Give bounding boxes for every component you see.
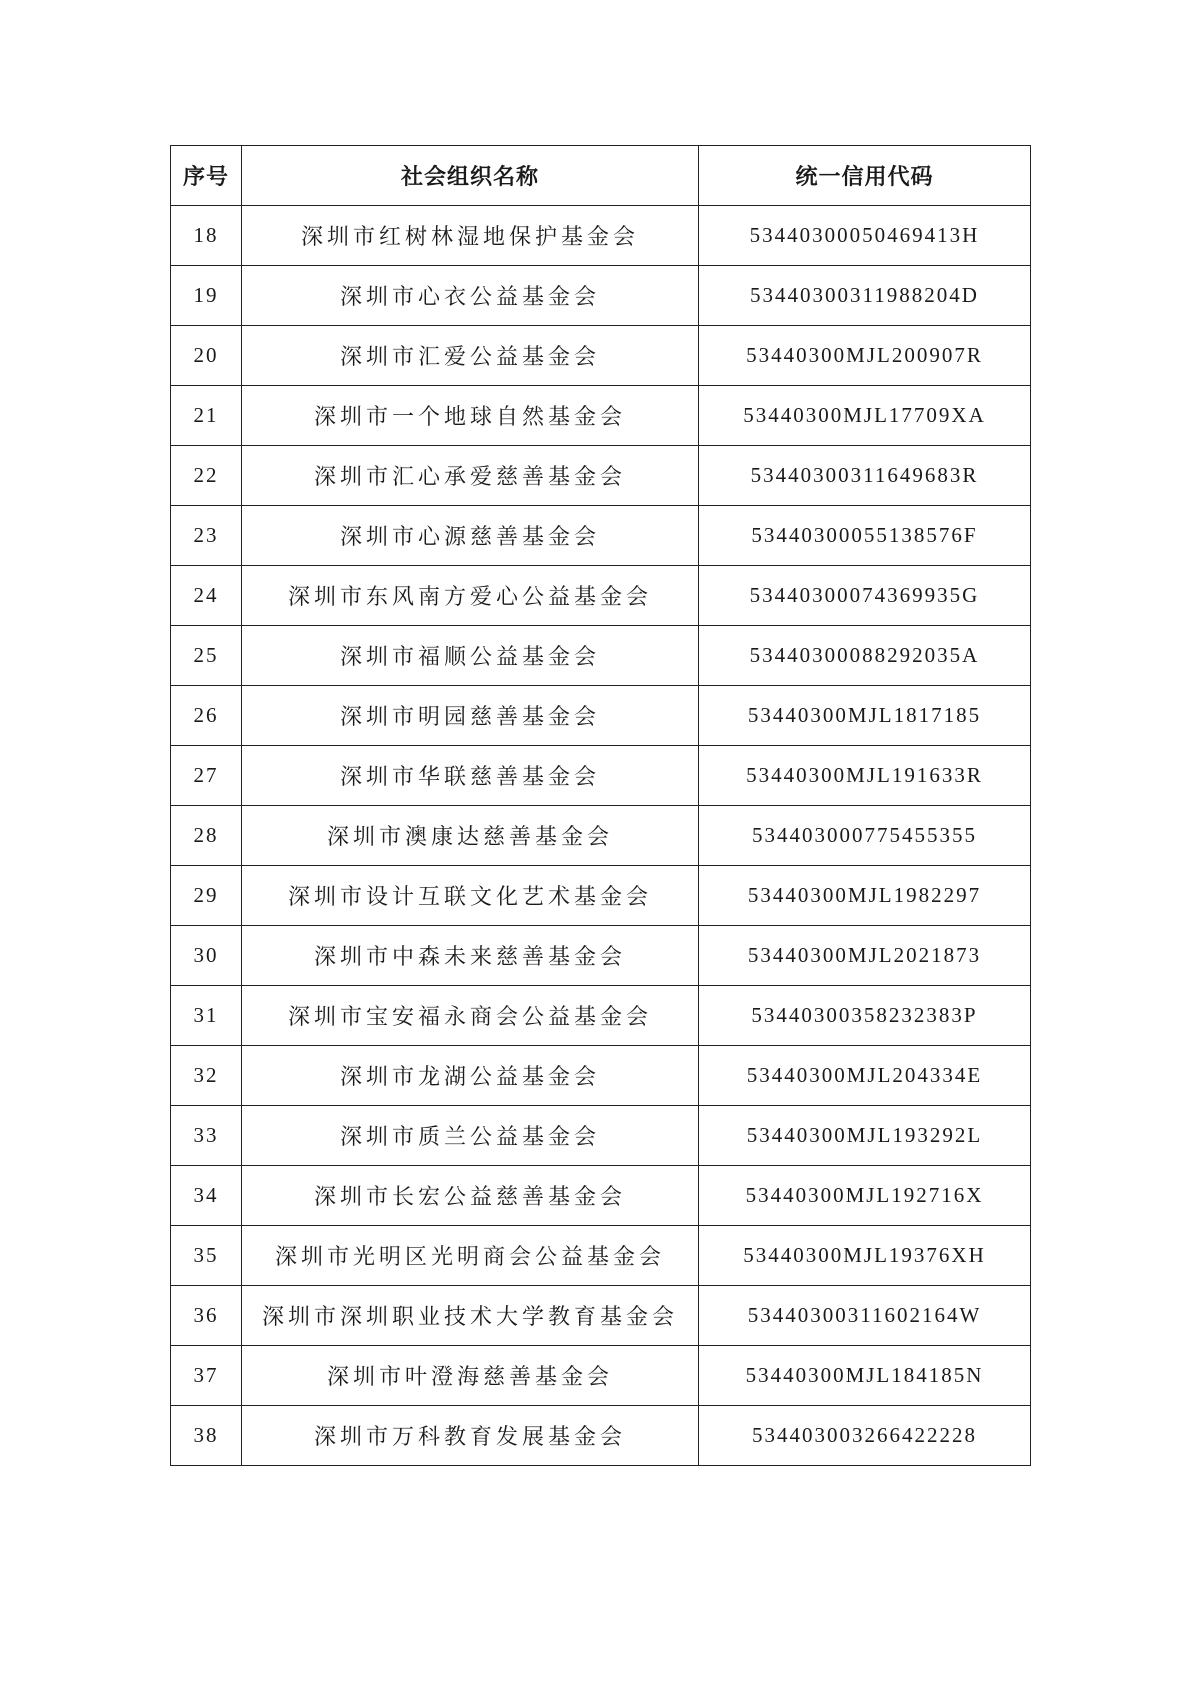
- organization-name-cell: 深圳市汇爱公益基金会: [242, 326, 699, 386]
- serial-number-cell: 23: [171, 506, 242, 566]
- serial-number-cell: 21: [171, 386, 242, 446]
- serial-number-cell: 24: [171, 566, 242, 626]
- credit-code-cell: 53440300088292035A: [699, 626, 1031, 686]
- organization-name-cell: 深圳市长宏公益慈善基金会: [242, 1166, 699, 1226]
- header-credit-code: 统一信用代码: [699, 146, 1031, 206]
- organization-table: [170, 145, 1031, 1466]
- credit-code-cell: 53440300311988204D: [699, 266, 1031, 326]
- organization-name-cell: 深圳市华联慈善基金会: [242, 746, 699, 806]
- credit-code-cell: 53440300MJL17709XA: [699, 386, 1031, 446]
- credit-code-cell: 53440300MJL2021873: [699, 926, 1031, 986]
- organization-name-cell: 深圳市东风南方爱心公益基金会: [242, 566, 699, 626]
- serial-number-cell: 35: [171, 1226, 242, 1286]
- table-row: [171, 446, 1031, 506]
- table-row: [171, 566, 1031, 626]
- organization-name-cell: 深圳市叶澄海慈善基金会: [242, 1346, 699, 1406]
- organization-name-cell: 深圳市质兰公益基金会: [242, 1106, 699, 1166]
- credit-code-cell: 53440300MJL192716X: [699, 1166, 1031, 1226]
- organization-name-cell: 深圳市宝安福永商会公益基金会: [242, 986, 699, 1046]
- table-body: [171, 206, 1031, 1466]
- credit-code-cell: 53440300MJL204334E: [699, 1046, 1031, 1106]
- organization-name-cell: 深圳市一个地球自然基金会: [242, 386, 699, 446]
- table-row: [171, 806, 1031, 866]
- table-row: [171, 386, 1031, 446]
- serial-number-cell: 36: [171, 1286, 242, 1346]
- serial-number-cell: 34: [171, 1166, 242, 1226]
- table-row: [171, 1346, 1031, 1406]
- header-row: [171, 146, 1031, 206]
- organization-name-cell: 深圳市光明区光明商会公益基金会: [242, 1226, 699, 1286]
- serial-number-cell: 30: [171, 926, 242, 986]
- table-row: [171, 746, 1031, 806]
- serial-number-cell: 25: [171, 626, 242, 686]
- table-row: [171, 986, 1031, 1046]
- serial-number-cell: 26: [171, 686, 242, 746]
- serial-number-cell: 31: [171, 986, 242, 1046]
- serial-number-cell: 20: [171, 326, 242, 386]
- credit-code-cell: 53440300MJL191633R: [699, 746, 1031, 806]
- credit-code-cell: 53440300311649683R: [699, 446, 1031, 506]
- credit-code-cell: 53440300MJL1817185: [699, 686, 1031, 746]
- credit-code-cell: 53440300358232383P: [699, 986, 1031, 1046]
- serial-number-cell: 38: [171, 1406, 242, 1466]
- serial-number-cell: 27: [171, 746, 242, 806]
- credit-code-cell: 53440300MJL1982297: [699, 866, 1031, 926]
- table-row: [171, 506, 1031, 566]
- credit-code-cell: 53440300050469413H: [699, 206, 1031, 266]
- organization-name-cell: 深圳市中森未来慈善基金会: [242, 926, 699, 986]
- table-row: [171, 1406, 1031, 1466]
- organization-name-cell: 深圳市红树林湿地保护基金会: [242, 206, 699, 266]
- organization-name-cell: 深圳市心源慈善基金会: [242, 506, 699, 566]
- table-row: [171, 206, 1031, 266]
- organization-name-cell: 深圳市龙湖公益基金会: [242, 1046, 699, 1106]
- organization-name-cell: 深圳市万科教育发展基金会: [242, 1406, 699, 1466]
- organization-name-cell: 深圳市福顺公益基金会: [242, 626, 699, 686]
- credit-code-cell: 53440300MJL193292L: [699, 1106, 1031, 1166]
- serial-number-cell: 19: [171, 266, 242, 326]
- serial-number-cell: 32: [171, 1046, 242, 1106]
- header-serial-number: 序号: [171, 146, 242, 206]
- credit-code-cell: 53440300MJL200907R: [699, 326, 1031, 386]
- table-row: [171, 686, 1031, 746]
- organization-name-cell: 深圳市汇心承爱慈善基金会: [242, 446, 699, 506]
- table-row: [171, 1166, 1031, 1226]
- serial-number-cell: 29: [171, 866, 242, 926]
- credit-code-cell: 53440300MJL19376XH: [699, 1226, 1031, 1286]
- serial-number-cell: 37: [171, 1346, 242, 1406]
- credit-code-cell: 53440300311602164W: [699, 1286, 1031, 1346]
- credit-code-cell: 534403003266422228: [699, 1406, 1031, 1466]
- table-row: [171, 866, 1031, 926]
- serial-number-cell: 18: [171, 206, 242, 266]
- table-row: [171, 266, 1031, 326]
- credit-code-cell: 53440300055138576F: [699, 506, 1031, 566]
- table-row: [171, 626, 1031, 686]
- table-row: [171, 1106, 1031, 1166]
- organization-name-cell: 深圳市设计互联文化艺术基金会: [242, 866, 699, 926]
- serial-number-cell: 33: [171, 1106, 242, 1166]
- header-organization-name: 社会组织名称: [242, 146, 699, 206]
- credit-code-cell: 53440300074369935G: [699, 566, 1031, 626]
- organization-name-cell: 深圳市明园慈善基金会: [242, 686, 699, 746]
- table-row: [171, 326, 1031, 386]
- organization-name-cell: 深圳市澳康达慈善基金会: [242, 806, 699, 866]
- organization-name-cell: 深圳市深圳职业技术大学教育基金会: [242, 1286, 699, 1346]
- organization-name-cell: 深圳市心衣公益基金会: [242, 266, 699, 326]
- credit-code-cell: 53440300MJL184185N: [699, 1346, 1031, 1406]
- serial-number-cell: 28: [171, 806, 242, 866]
- table-row: [171, 1226, 1031, 1286]
- table-row: [171, 1046, 1031, 1106]
- table-header: [171, 146, 1031, 206]
- credit-code-cell: 534403000775455355: [699, 806, 1031, 866]
- table-row: [171, 1286, 1031, 1346]
- serial-number-cell: 22: [171, 446, 242, 506]
- table-row: [171, 926, 1031, 986]
